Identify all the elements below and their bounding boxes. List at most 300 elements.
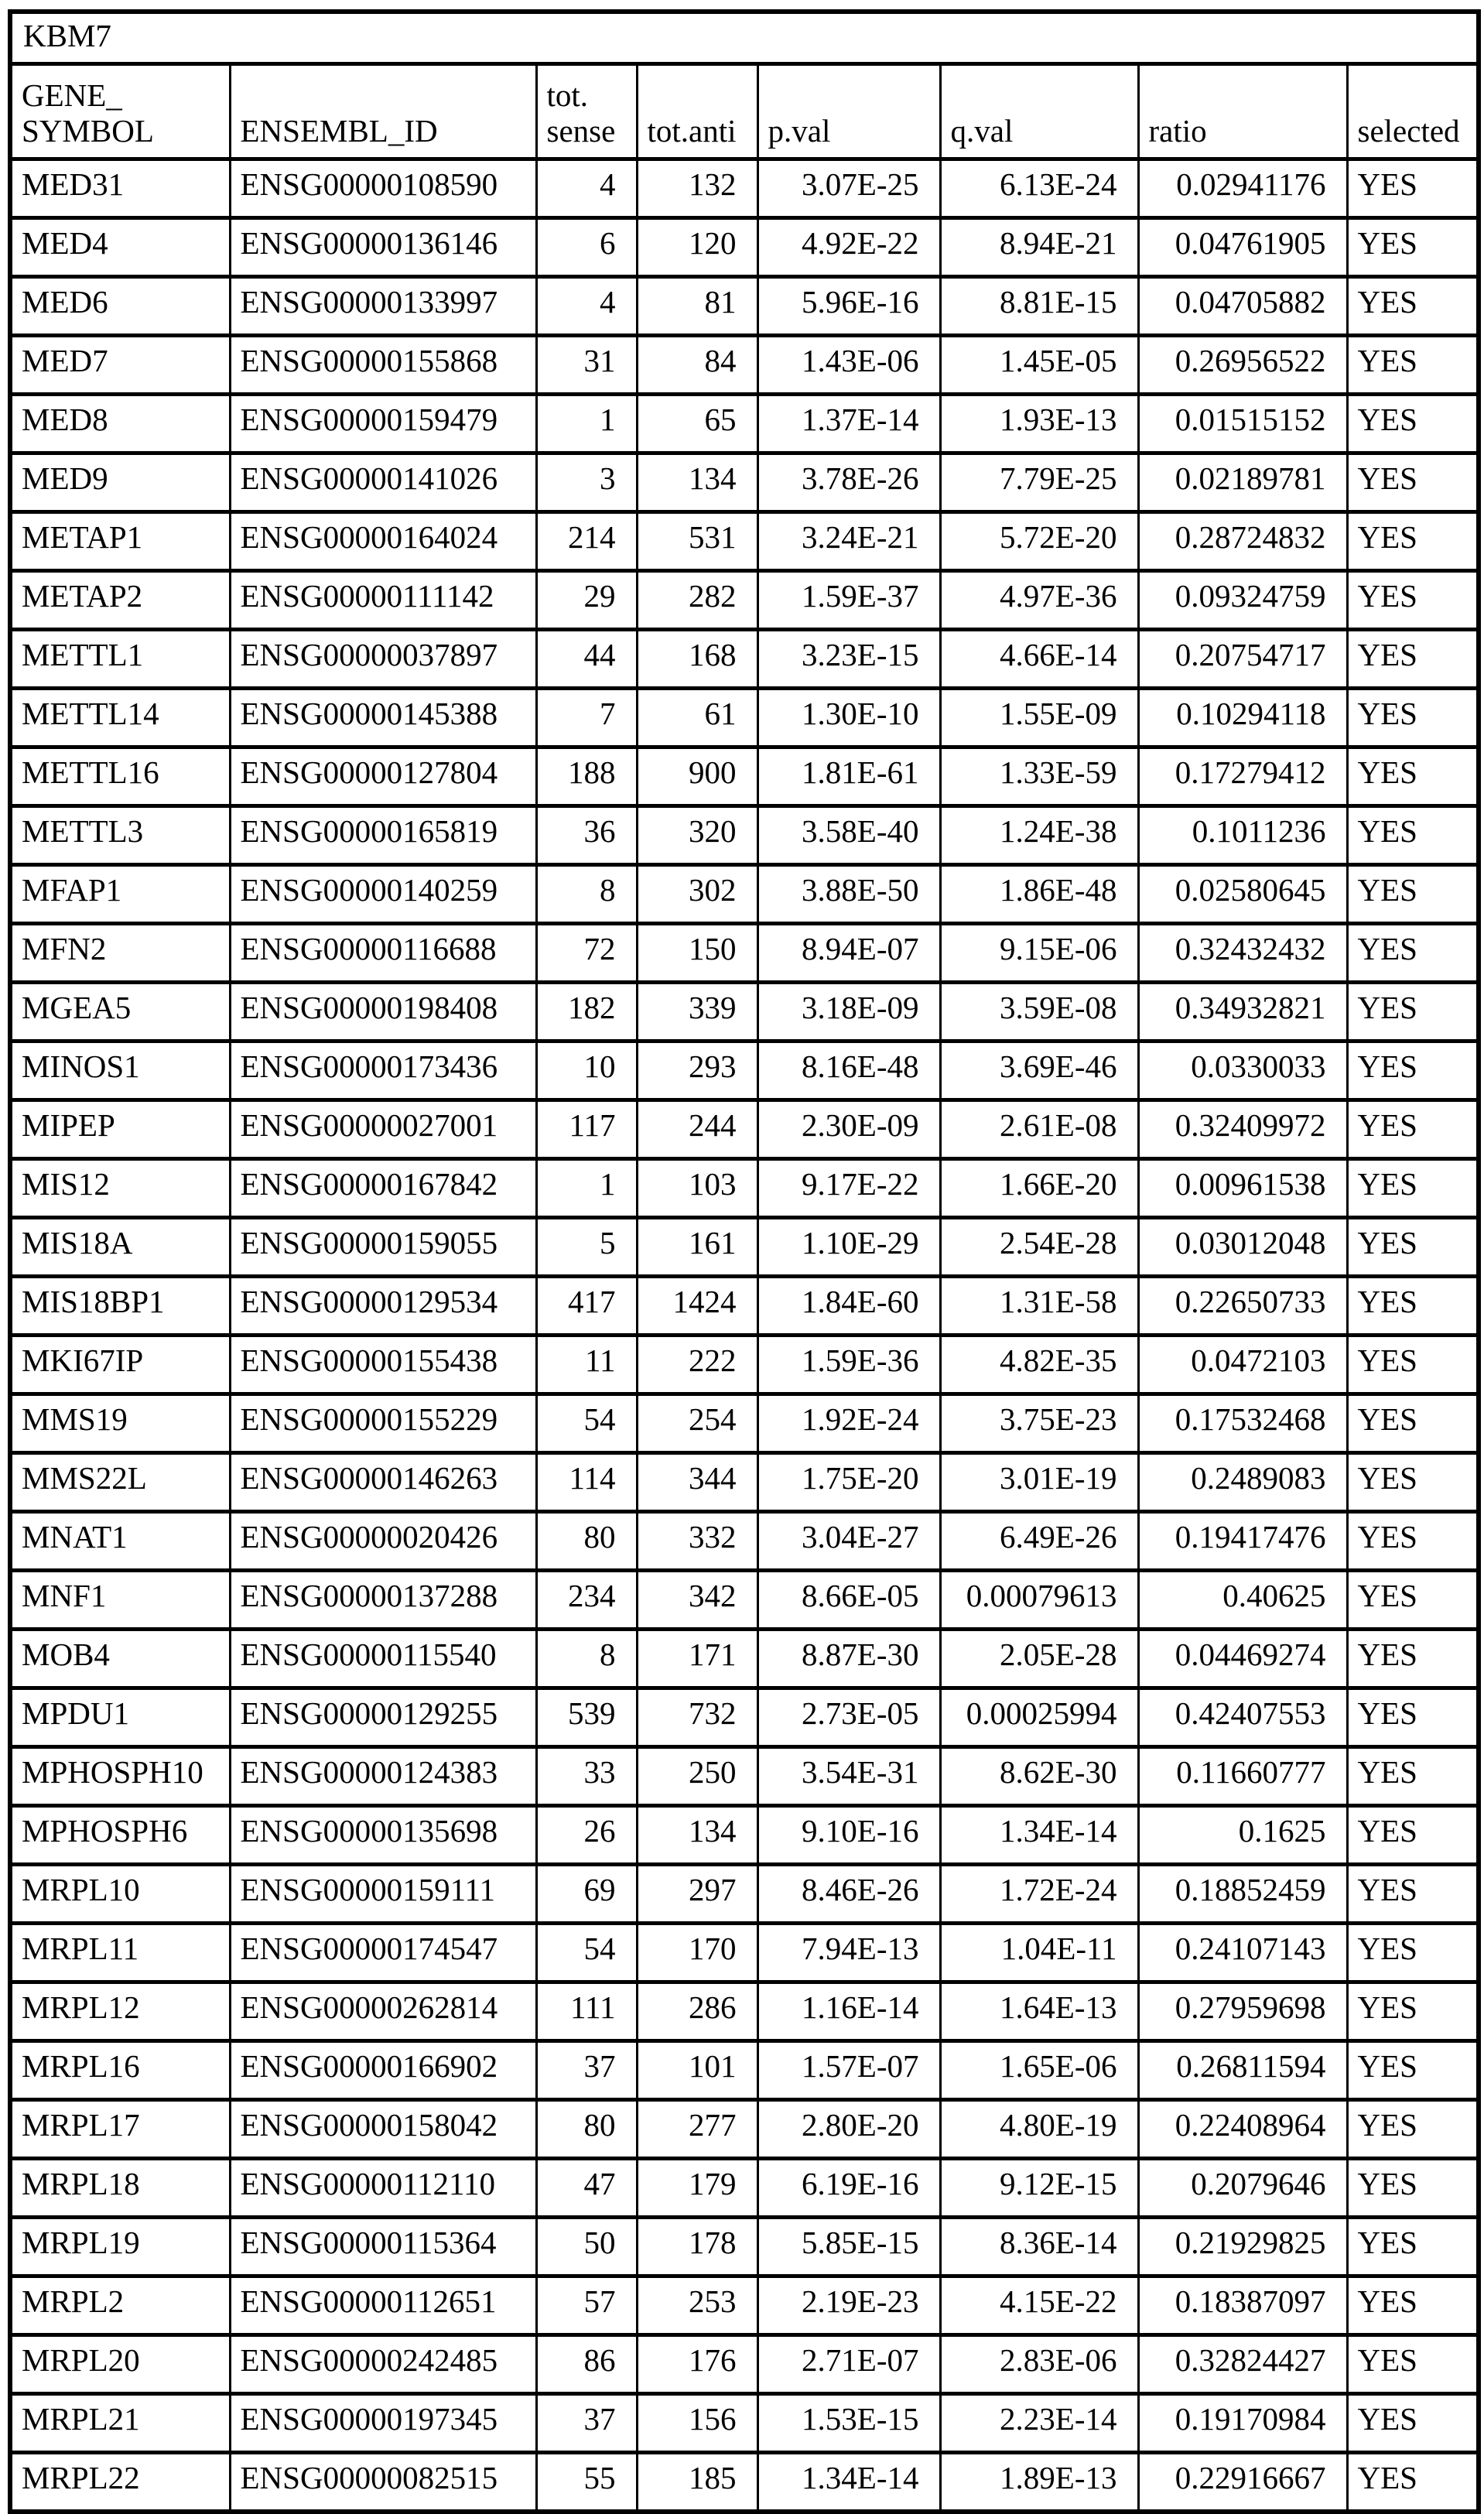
cell-tot-sense: 57 <box>536 2276 637 2335</box>
cell-ratio: 0.22650733 <box>1138 1277 1347 1336</box>
cell-tot-sense: 54 <box>536 1394 637 1453</box>
column-header-ratio: ratio <box>1138 64 1347 159</box>
cell-ratio: 0.02189781 <box>1138 453 1347 512</box>
cell-gene-symbol: MKI67IP <box>10 1336 230 1394</box>
cell-q-val: 1.45E-05 <box>940 336 1138 395</box>
cell-gene-symbol: MRPL19 <box>10 2218 230 2276</box>
table-row <box>10 924 1479 983</box>
cell-tot-anti: 176 <box>637 2335 757 2394</box>
cell-gene-symbol: MINOS1 <box>10 1042 230 1100</box>
cell-selected: YES <box>1347 2041 1479 2100</box>
cell-q-val: 0.00025994 <box>940 1688 1138 1747</box>
cell-gene-symbol: MED7 <box>10 336 230 395</box>
cell-selected: YES <box>1347 1747 1479 1806</box>
gene-results-table <box>8 9 1481 2514</box>
cell-ensembl-id: ENSG00000112651 <box>230 2276 536 2335</box>
cell-p-val: 3.58E-40 <box>757 806 940 865</box>
table-row <box>10 1512 1479 1571</box>
cell-selected: YES <box>1347 277 1479 336</box>
table-row <box>10 2159 1479 2218</box>
cell-ensembl-id: ENSG00000164024 <box>230 512 536 571</box>
cell-tot-sense: 29 <box>536 571 637 630</box>
table-row <box>10 277 1479 336</box>
cell-p-val: 2.19E-23 <box>757 2276 940 2335</box>
cell-ratio: 0.20754717 <box>1138 630 1347 689</box>
cell-tot-anti: 277 <box>637 2100 757 2159</box>
cell-ratio: 0.0472103 <box>1138 1336 1347 1394</box>
table-row <box>10 2335 1479 2394</box>
cell-p-val: 8.87E-30 <box>757 1630 940 1688</box>
cell-q-val: 7.79E-25 <box>940 453 1138 512</box>
cell-selected: YES <box>1347 1982 1479 2041</box>
cell-selected: YES <box>1347 630 1479 689</box>
table-row <box>10 747 1479 806</box>
cell-tot-anti: 302 <box>637 865 757 924</box>
cell-selected: YES <box>1347 571 1479 630</box>
cell-selected: YES <box>1347 159 1479 218</box>
cell-ensembl-id: ENSG00000165819 <box>230 806 536 865</box>
table-row <box>10 2453 1479 2512</box>
cell-p-val: 1.43E-06 <box>757 336 940 395</box>
cell-p-val: 2.30E-09 <box>757 1100 940 1159</box>
cell-q-val: 2.83E-06 <box>940 2335 1138 2394</box>
cell-selected: YES <box>1347 336 1479 395</box>
table-row <box>10 2041 1479 2100</box>
cell-p-val: 3.23E-15 <box>757 630 940 689</box>
cell-selected: YES <box>1347 1924 1479 1982</box>
cell-selected: YES <box>1347 924 1479 983</box>
cell-tot-anti: 150 <box>637 924 757 983</box>
cell-ensembl-id: ENSG00000174547 <box>230 1924 536 1982</box>
cell-gene-symbol: MRPL10 <box>10 1865 230 1924</box>
cell-gene-symbol: MIS18BP1 <box>10 1277 230 1336</box>
cell-q-val: 8.36E-14 <box>940 2218 1138 2276</box>
cell-tot-sense: 44 <box>536 630 637 689</box>
cell-tot-anti: 161 <box>637 1218 757 1277</box>
cell-gene-symbol: MIS18A <box>10 1218 230 1277</box>
cell-gene-symbol: MNAT1 <box>10 1512 230 1571</box>
cell-ensembl-id: ENSG00000127804 <box>230 747 536 806</box>
cell-ensembl-id: ENSG00000158042 <box>230 2100 536 2159</box>
cell-tot-sense: 1 <box>536 395 637 453</box>
cell-tot-sense: 182 <box>536 983 637 1042</box>
cell-tot-sense: 1 <box>536 1159 637 1218</box>
cell-ensembl-id: ENSG00000037897 <box>230 630 536 689</box>
cell-p-val: 1.81E-61 <box>757 747 940 806</box>
cell-q-val: 1.93E-13 <box>940 395 1138 453</box>
table-row <box>10 1159 1479 1218</box>
cell-ratio: 0.02580645 <box>1138 865 1347 924</box>
cell-q-val: 3.59E-08 <box>940 983 1138 1042</box>
cell-ratio: 0.1625 <box>1138 1806 1347 1865</box>
cell-ensembl-id: ENSG00000140259 <box>230 865 536 924</box>
cell-tot-sense: 3 <box>536 453 637 512</box>
cell-ratio: 0.17532468 <box>1138 1394 1347 1453</box>
cell-q-val: 4.82E-35 <box>940 1336 1138 1394</box>
cell-p-val: 2.71E-07 <box>757 2335 940 2394</box>
cell-q-val: 5.72E-20 <box>940 512 1138 571</box>
cell-tot-anti: 185 <box>637 2453 757 2512</box>
cell-tot-sense: 36 <box>536 806 637 865</box>
cell-tot-anti: 134 <box>637 1806 757 1865</box>
cell-tot-anti: 342 <box>637 1571 757 1630</box>
cell-ratio: 0.42407553 <box>1138 1688 1347 1747</box>
table-row <box>10 336 1479 395</box>
cell-p-val: 1.92E-24 <box>757 1394 940 1453</box>
table-title: KBM7 <box>10 12 1479 64</box>
cell-ratio: 0.18387097 <box>1138 2276 1347 2335</box>
cell-tot-anti: 286 <box>637 1982 757 2041</box>
cell-selected: YES <box>1347 2159 1479 2218</box>
table-row <box>10 2218 1479 2276</box>
cell-selected: YES <box>1347 1394 1479 1453</box>
cell-selected: YES <box>1347 1571 1479 1630</box>
cell-q-val: 3.01E-19 <box>940 1453 1138 1512</box>
cell-q-val: 8.62E-30 <box>940 1747 1138 1806</box>
cell-tot-sense: 72 <box>536 924 637 983</box>
cell-selected: YES <box>1347 865 1479 924</box>
table-row <box>10 1277 1479 1336</box>
cell-q-val: 9.15E-06 <box>940 924 1138 983</box>
cell-gene-symbol: MRPL2 <box>10 2276 230 2335</box>
cell-ensembl-id: ENSG00000145388 <box>230 689 536 747</box>
cell-ensembl-id: ENSG00000159055 <box>230 1218 536 1277</box>
table-row <box>10 2276 1479 2335</box>
cell-p-val: 7.94E-13 <box>757 1924 940 1982</box>
cell-selected: YES <box>1347 747 1479 806</box>
cell-gene-symbol: MMS22L <box>10 1453 230 1512</box>
column-header-tot-sense: tot. sense <box>536 64 637 159</box>
cell-gene-symbol: MED9 <box>10 453 230 512</box>
cell-ensembl-id: ENSG00000166902 <box>230 2041 536 2100</box>
cell-ratio: 0.17279412 <box>1138 747 1347 806</box>
cell-tot-anti: 732 <box>637 1688 757 1747</box>
cell-ratio: 0.09324759 <box>1138 571 1347 630</box>
cell-gene-symbol: MRPL11 <box>10 1924 230 1982</box>
cell-q-val: 1.89E-13 <box>940 2453 1138 2512</box>
cell-gene-symbol: MNF1 <box>10 1571 230 1630</box>
cell-tot-anti: 531 <box>637 512 757 571</box>
cell-ensembl-id: ENSG00000159111 <box>230 1865 536 1924</box>
cell-gene-symbol: METAP1 <box>10 512 230 571</box>
cell-gene-symbol: MRPL18 <box>10 2159 230 2218</box>
cell-selected: YES <box>1347 689 1479 747</box>
cell-tot-anti: 132 <box>637 159 757 218</box>
cell-q-val: 8.94E-21 <box>940 218 1138 277</box>
cell-tot-anti: 1424 <box>637 1277 757 1336</box>
cell-tot-anti: 103 <box>637 1159 757 1218</box>
cell-p-val: 8.46E-26 <box>757 1865 940 1924</box>
cell-q-val: 1.04E-11 <box>940 1924 1138 1982</box>
cell-tot-anti: 61 <box>637 689 757 747</box>
cell-tot-sense: 26 <box>536 1806 637 1865</box>
table-row <box>10 1982 1479 2041</box>
cell-gene-symbol: MRPL12 <box>10 1982 230 2041</box>
cell-p-val: 3.54E-31 <box>757 1747 940 1806</box>
cell-ensembl-id: ENSG00000111142 <box>230 571 536 630</box>
table-row <box>10 1924 1479 1982</box>
cell-p-val: 2.73E-05 <box>757 1688 940 1747</box>
cell-tot-sense: 37 <box>536 2394 637 2453</box>
cell-p-val: 3.88E-50 <box>757 865 940 924</box>
cell-gene-symbol: MMS19 <box>10 1394 230 1453</box>
cell-q-val: 1.24E-38 <box>940 806 1138 865</box>
cell-tot-anti: 134 <box>637 453 757 512</box>
table-row <box>10 1806 1479 1865</box>
cell-selected: YES <box>1347 1865 1479 1924</box>
cell-tot-sense: 80 <box>536 1512 637 1571</box>
cell-q-val: 1.66E-20 <box>940 1159 1138 1218</box>
cell-gene-symbol: MRPL22 <box>10 2453 230 2512</box>
column-header-row <box>10 64 1479 159</box>
cell-q-val: 1.55E-09 <box>940 689 1138 747</box>
cell-ensembl-id: ENSG00000242485 <box>230 2335 536 2394</box>
cell-ensembl-id: ENSG00000155868 <box>230 336 536 395</box>
table-row <box>10 983 1479 1042</box>
cell-selected: YES <box>1347 1453 1479 1512</box>
cell-selected: YES <box>1347 806 1479 865</box>
cell-q-val: 1.64E-13 <box>940 1982 1138 2041</box>
cell-selected: YES <box>1347 1042 1479 1100</box>
cell-ensembl-id: ENSG00000116688 <box>230 924 536 983</box>
cell-selected: YES <box>1347 1100 1479 1159</box>
cell-ensembl-id: ENSG00000197345 <box>230 2394 536 2453</box>
column-header-gene-symbol: GENE_ SYMBOL <box>10 64 230 159</box>
cell-ratio: 0.10294118 <box>1138 689 1347 747</box>
cell-selected: YES <box>1347 1218 1479 1277</box>
cell-q-val: 2.23E-14 <box>940 2394 1138 2453</box>
cell-selected: YES <box>1347 1688 1479 1747</box>
cell-tot-sense: 47 <box>536 2159 637 2218</box>
table-row <box>10 453 1479 512</box>
cell-tot-sense: 7 <box>536 689 637 747</box>
cell-gene-symbol: MED4 <box>10 218 230 277</box>
cell-p-val: 1.59E-36 <box>757 1336 940 1394</box>
cell-ratio: 0.32432432 <box>1138 924 1347 983</box>
cell-tot-sense: 214 <box>536 512 637 571</box>
cell-tot-sense: 234 <box>536 1571 637 1630</box>
cell-ensembl-id: ENSG00000020426 <box>230 1512 536 1571</box>
column-header-q-val: q.val <box>940 64 1138 159</box>
cell-tot-anti: 900 <box>637 747 757 806</box>
cell-q-val: 1.86E-48 <box>940 865 1138 924</box>
table-row <box>10 512 1479 571</box>
column-header-p-val: p.val <box>757 64 940 159</box>
table-row <box>10 865 1479 924</box>
cell-tot-anti: 253 <box>637 2276 757 2335</box>
table-row <box>10 159 1479 218</box>
cell-tot-anti: 156 <box>637 2394 757 2453</box>
table-row <box>10 1042 1479 1100</box>
cell-tot-anti: 320 <box>637 806 757 865</box>
cell-ensembl-id: ENSG00000129255 <box>230 1688 536 1747</box>
cell-tot-anti: 293 <box>637 1042 757 1100</box>
cell-ensembl-id: ENSG00000115364 <box>230 2218 536 2276</box>
cell-ratio: 0.0330033 <box>1138 1042 1347 1100</box>
cell-p-val: 3.24E-21 <box>757 512 940 571</box>
cell-ratio: 0.34932821 <box>1138 983 1347 1042</box>
cell-p-val: 9.17E-22 <box>757 1159 940 1218</box>
cell-tot-sense: 417 <box>536 1277 637 1336</box>
cell-ensembl-id: ENSG00000112110 <box>230 2159 536 2218</box>
cell-selected: YES <box>1347 2276 1479 2335</box>
cell-selected: YES <box>1347 2335 1479 2394</box>
cell-tot-anti: 170 <box>637 1924 757 1982</box>
cell-tot-sense: 50 <box>536 2218 637 2276</box>
cell-p-val: 1.59E-37 <box>757 571 940 630</box>
cell-ratio: 0.21929825 <box>1138 2218 1347 2276</box>
cell-p-val: 5.85E-15 <box>757 2218 940 2276</box>
cell-ensembl-id: ENSG00000173436 <box>230 1042 536 1100</box>
column-header-tot-anti: tot.anti <box>637 64 757 159</box>
cell-ratio: 0.02941176 <box>1138 159 1347 218</box>
cell-tot-anti: 222 <box>637 1336 757 1394</box>
cell-ratio: 0.19417476 <box>1138 1512 1347 1571</box>
cell-p-val: 2.80E-20 <box>757 2100 940 2159</box>
cell-tot-sense: 86 <box>536 2335 637 2394</box>
cell-p-val: 4.92E-22 <box>757 218 940 277</box>
cell-q-val: 2.61E-08 <box>940 1100 1138 1159</box>
cell-ratio: 0.19170984 <box>1138 2394 1347 2453</box>
cell-ratio: 0.04705882 <box>1138 277 1347 336</box>
cell-selected: YES <box>1347 395 1479 453</box>
cell-tot-anti: 339 <box>637 983 757 1042</box>
cell-selected: YES <box>1347 2453 1479 2512</box>
cell-tot-anti: 250 <box>637 1747 757 1806</box>
cell-selected: YES <box>1347 2218 1479 2276</box>
cell-ensembl-id: ENSG00000167842 <box>230 1159 536 1218</box>
cell-p-val: 1.53E-15 <box>757 2394 940 2453</box>
cell-ratio: 0.04469274 <box>1138 1630 1347 1688</box>
table-title-row <box>10 12 1479 64</box>
cell-ensembl-id: ENSG00000159479 <box>230 395 536 453</box>
cell-tot-sense: 8 <box>536 865 637 924</box>
cell-tot-anti: 101 <box>637 2041 757 2100</box>
cell-tot-anti: 179 <box>637 2159 757 2218</box>
cell-tot-sense: 8 <box>536 1630 637 1688</box>
cell-ensembl-id: ENSG00000027001 <box>230 1100 536 1159</box>
cell-tot-sense: 31 <box>536 336 637 395</box>
cell-p-val: 1.30E-10 <box>757 689 940 747</box>
cell-ensembl-id: ENSG00000124383 <box>230 1747 536 1806</box>
cell-q-val: 1.34E-14 <box>940 1806 1138 1865</box>
cell-tot-anti: 84 <box>637 336 757 395</box>
cell-gene-symbol: MED31 <box>10 159 230 218</box>
cell-gene-symbol: MPHOSPH10 <box>10 1747 230 1806</box>
cell-q-val: 1.65E-06 <box>940 2041 1138 2100</box>
table-row <box>10 630 1479 689</box>
cell-tot-sense: 11 <box>536 1336 637 1394</box>
table-row <box>10 395 1479 453</box>
cell-gene-symbol: MRPL21 <box>10 2394 230 2453</box>
cell-gene-symbol: MRPL16 <box>10 2041 230 2100</box>
cell-ratio: 0.22408964 <box>1138 2100 1347 2159</box>
cell-ratio: 0.32824427 <box>1138 2335 1347 2394</box>
cell-q-val: 3.69E-46 <box>940 1042 1138 1100</box>
cell-ratio: 0.1011236 <box>1138 806 1347 865</box>
cell-ensembl-id: ENSG00000135698 <box>230 1806 536 1865</box>
cell-ratio: 0.2079646 <box>1138 2159 1347 2218</box>
cell-gene-symbol: MFAP1 <box>10 865 230 924</box>
cell-gene-symbol: METTL1 <box>10 630 230 689</box>
cell-p-val: 9.10E-16 <box>757 1806 940 1865</box>
table-row <box>10 571 1479 630</box>
cell-ratio: 0.11660777 <box>1138 1747 1347 1806</box>
table-row <box>10 218 1479 277</box>
cell-gene-symbol: MED8 <box>10 395 230 453</box>
cell-tot-sense: 4 <box>536 277 637 336</box>
cell-q-val: 0.00079613 <box>940 1571 1138 1630</box>
table-row <box>10 1630 1479 1688</box>
cell-ratio: 0.26956522 <box>1138 336 1347 395</box>
cell-selected: YES <box>1347 218 1479 277</box>
cell-tot-sense: 80 <box>536 2100 637 2159</box>
cell-ensembl-id: ENSG00000115540 <box>230 1630 536 1688</box>
cell-ratio: 0.03012048 <box>1138 1218 1347 1277</box>
cell-ensembl-id: ENSG00000155438 <box>230 1336 536 1394</box>
cell-p-val: 3.18E-09 <box>757 983 940 1042</box>
cell-tot-sense: 111 <box>536 1982 637 2041</box>
cell-gene-symbol: MIS12 <box>10 1159 230 1218</box>
cell-ensembl-id: ENSG00000137288 <box>230 1571 536 1630</box>
cell-ensembl-id: ENSG00000082515 <box>230 2453 536 2512</box>
cell-ratio: 0.01515152 <box>1138 395 1347 453</box>
cell-tot-sense: 69 <box>536 1865 637 1924</box>
cell-tot-anti: 65 <box>637 395 757 453</box>
cell-ensembl-id: ENSG00000129534 <box>230 1277 536 1336</box>
cell-selected: YES <box>1347 1806 1479 1865</box>
cell-p-val: 8.66E-05 <box>757 1571 940 1630</box>
column-header-ensembl-id: ENSEMBL_ID <box>230 64 536 159</box>
cell-ratio: 0.40625 <box>1138 1571 1347 1630</box>
cell-gene-symbol: MRPL17 <box>10 2100 230 2159</box>
cell-selected: YES <box>1347 1277 1479 1336</box>
cell-ensembl-id: ENSG00000136146 <box>230 218 536 277</box>
cell-selected: YES <box>1347 2394 1479 2453</box>
table-row <box>10 1218 1479 1277</box>
cell-q-val: 1.33E-59 <box>940 747 1138 806</box>
cell-gene-symbol: METTL3 <box>10 806 230 865</box>
table-row <box>10 2394 1479 2453</box>
cell-p-val: 1.16E-14 <box>757 1982 940 2041</box>
cell-selected: YES <box>1347 1512 1479 1571</box>
cell-tot-sense: 5 <box>536 1218 637 1277</box>
cell-selected: YES <box>1347 1159 1479 1218</box>
cell-q-val: 6.49E-26 <box>940 1512 1138 1571</box>
cell-selected: YES <box>1347 2100 1479 2159</box>
cell-p-val: 1.37E-14 <box>757 395 940 453</box>
cell-gene-symbol: METTL14 <box>10 689 230 747</box>
cell-tot-sense: 33 <box>536 1747 637 1806</box>
cell-tot-anti: 168 <box>637 630 757 689</box>
cell-tot-sense: 4 <box>536 159 637 218</box>
cell-ratio: 0.26811594 <box>1138 2041 1347 2100</box>
cell-p-val: 3.78E-26 <box>757 453 940 512</box>
cell-p-val: 3.07E-25 <box>757 159 940 218</box>
cell-q-val: 1.72E-24 <box>940 1865 1138 1924</box>
cell-q-val: 4.66E-14 <box>940 630 1138 689</box>
cell-gene-symbol: MFN2 <box>10 924 230 983</box>
cell-tot-sense: 55 <box>536 2453 637 2512</box>
cell-q-val: 4.80E-19 <box>940 2100 1138 2159</box>
cell-ratio: 0.24107143 <box>1138 1924 1347 1982</box>
table-row <box>10 1865 1479 1924</box>
cell-p-val: 8.94E-07 <box>757 924 940 983</box>
cell-gene-symbol: MGEA5 <box>10 983 230 1042</box>
cell-gene-symbol: METAP2 <box>10 571 230 630</box>
table-row <box>10 806 1479 865</box>
cell-tot-anti: 120 <box>637 218 757 277</box>
